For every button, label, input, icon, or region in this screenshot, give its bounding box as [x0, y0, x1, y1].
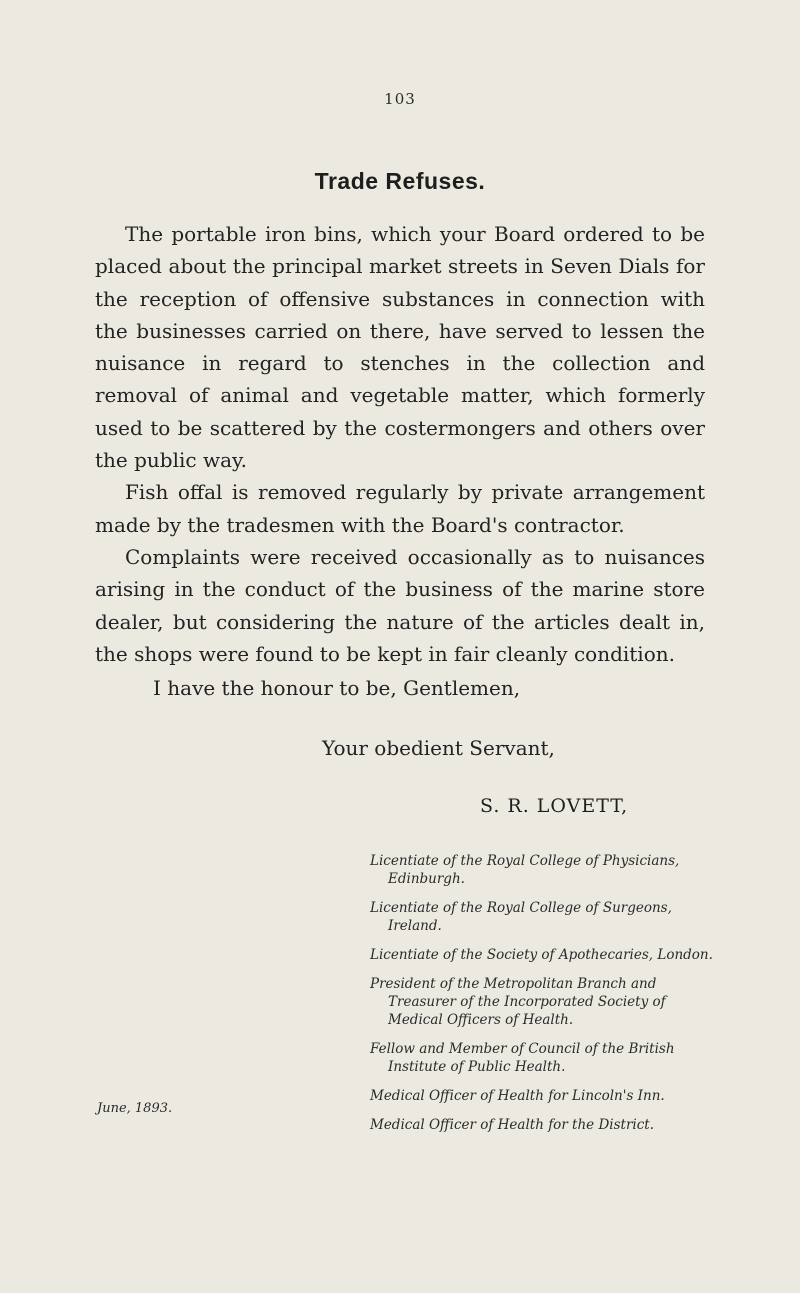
paragraph-iron-bins: The portable iron bins, which your Board ordered to be placed about the principal market streets in Seven Dials for the reception of offensive substances in connection with the businesses carried on there, have served to lessen the nuisance in regard to stenches in the collection and removal of animal and vegetable matter, which formerly used to be scattered by the costermongers and others over the public way.: [95, 222, 705, 473]
section-heading: Trade Refuses.: [314, 168, 486, 194]
qualification-item: Fellow and Member of Council of the British Institute of Public Health.: [370, 1041, 675, 1075]
qualification-item: Licentiate of the Society of Apothecaries, London.: [370, 947, 713, 963]
qualifications-list: [370, 852, 715, 1145]
closing-salutation: I have the honour to be, Gentlemen,: [153, 676, 521, 700]
qualification-item: President of the Metropolitan Branch and Treasurer of the Incorporated Society of Medical Officers of Health.: [370, 976, 666, 1028]
paragraph-complaints: Complaints were received occasionally as to nuisances arising in the conduct of the business of the marine store dealer, but considering the nature of the articles dealt in, the shops were found to be kept in fair cleanly condition.: [95, 544, 705, 666]
qualification-item: Licentiate of the Royal College of Surgeons, Ireland.: [370, 900, 672, 934]
closing-servant: Your obedient Servant,: [322, 736, 555, 760]
qualification-item: Licentiate of the Royal College of Physicians, Edinburgh.: [370, 853, 680, 887]
letter-date: June, 1893.: [97, 1101, 173, 1116]
signature-name: S. R. LOVETT,: [480, 795, 629, 817]
qualification-item: Medical Officer of Health for the District.: [370, 1117, 655, 1133]
paragraph-fish-offal: Fish offal is removed regularly by private arrangement made by the tradesmen with the Board's contractor.: [95, 480, 705, 537]
page-number: 103: [384, 90, 416, 108]
report-body: [95, 218, 705, 670]
qualification-item: Medical Officer of Health for Lincoln's Inn.: [370, 1088, 665, 1104]
